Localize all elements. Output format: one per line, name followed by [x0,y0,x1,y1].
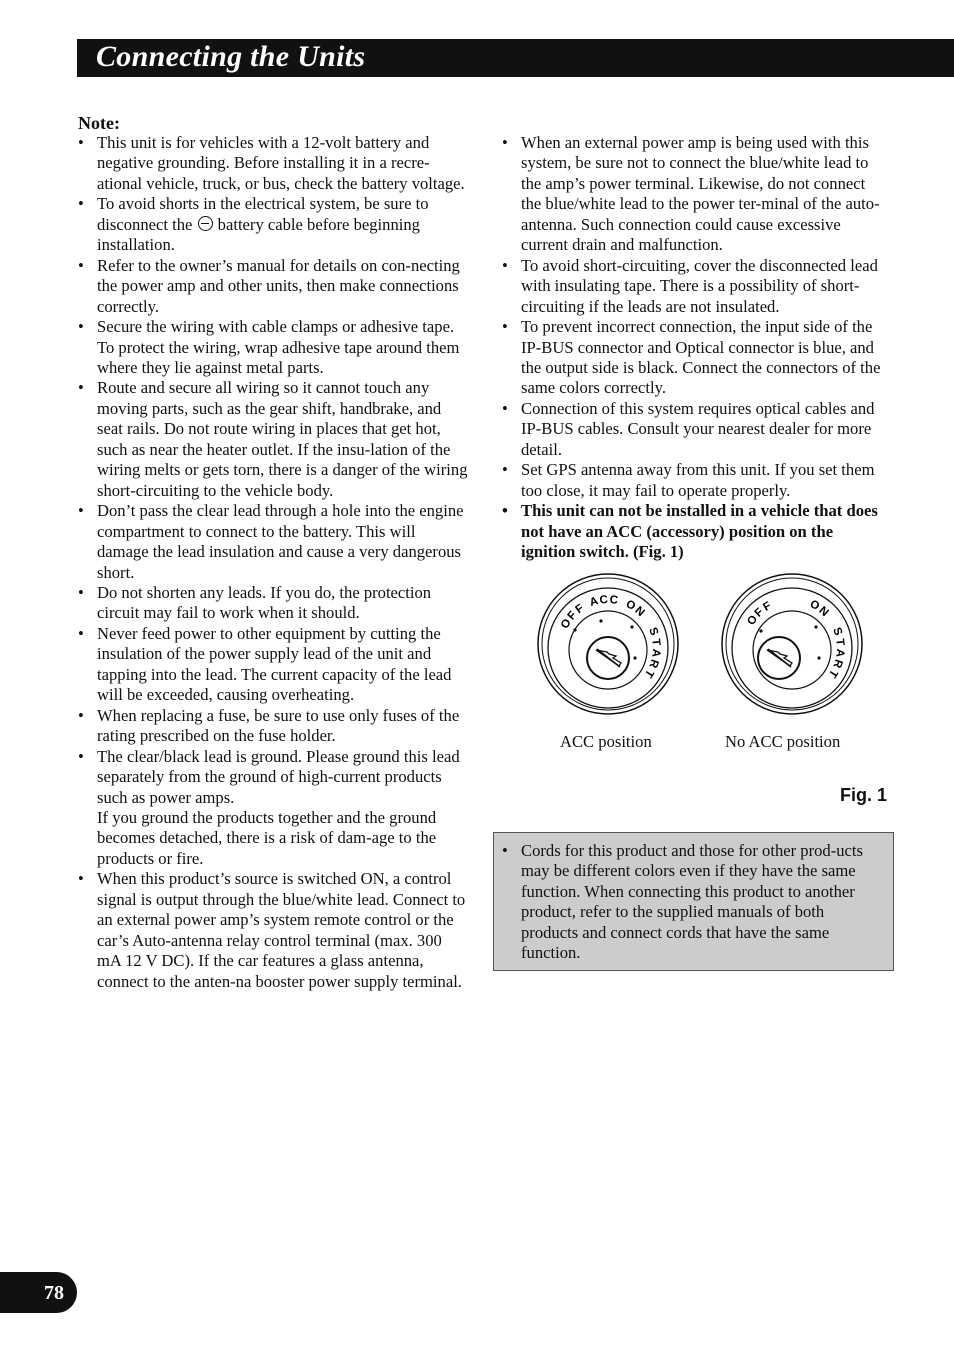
svg-text:N: N [816,604,831,620]
list-item: • To prevent incorrect connection, the input side of the IP-BUS connector and Optical connector is blue, and the output side is black. Connect the connectors of the same colors correctly. [502,317,888,399]
list-item: • Don’t pass the clear lead through a hole into the engine compartment to connect to the battery. This will damage the lead insulation and cause a very dangerous short. [78,501,468,583]
svg-text:T: T [833,637,846,647]
svg-text:C: C [608,593,619,607]
svg-text:O: O [623,598,638,614]
ignition-switches-svg [535,572,895,732]
list-item-text: The clear/black lead is ground. Please ground this lead separately from the ground of high-current products such as power amps. [97,746,460,807]
list-item: • When this product’s source is switched ON, a control signal is output through the blue/white lead. Connect to an external power amp’s system remote control or the car’s Auto-antenna relay control terminal (max. 300 mA 12 V DC). If the car features a glass antenna, connect to the anten-na booster power supply terminal. [78,869,468,992]
list-item-continuation: If you ground the products together and the ground becomes detached, there is a risk of dam-age to the products or fire. [97,807,437,868]
list-item: • Route and secure all wiring so it cannot touch any moving parts, such as the gear shift, handbrake, and seat rails. Do not route wiring in places that get hot, such as near the heater outlet. If the insu-lation of the wiring melts or gets torn, there is a danger of the wiring short-circuiting to the vehicle body. [78,378,468,501]
svg-text:F: F [573,602,587,617]
page-title: Connecting the Units [96,40,366,73]
svg-text:T: T [649,637,662,647]
list-item: • Refer to the owner’s manual for details on con-necting the power amp and other units, then make connections correctly. [78,256,468,317]
svg-text:O: O [807,598,822,614]
svg-text:R: R [646,657,661,670]
svg-text:A: A [588,595,600,610]
figure-caption-no-acc: No ACC position [725,732,841,751]
list-item: • Do not shorten any leads. If you do, the protection circuit may fail to work when it should. [78,583,468,624]
list-item: • When an external power amp is being used with this system, be sure not to connect the blue/white lead to the amp’s power terminal. Likewise, do not connect the blue/white lead to the power ter-minal of the auto-antenna. Such connection could cause excessive current drain and malfunction. [502,133,888,256]
page-number: 78 [44,1282,64,1304]
list-item-text: To avoid shorts in the electrical system, be sure to disconnect the [97,194,429,234]
svg-text:T: T [825,667,840,680]
figure-label: Fig. 1 [840,785,888,805]
right-column [502,133,888,563]
note-heading: Note: [78,113,120,133]
svg-text:F: F [761,599,774,614]
ignition-switch-figure [535,572,895,762]
page-number-tab [0,1272,77,1313]
list-item: • This unit is for vehicles with a 12-volt battery and negative grounding. Before installing it in a recre-ational vehicle, truck, or bus, check the battery voltage. [78,133,468,194]
figure-caption-acc: ACC position [560,732,652,751]
list-item: • To avoid short-circuiting, cover the disconnected lead with insulating tape. There is a possibility of short-circuiting if the leads are not insulated. [502,256,888,317]
svg-text:O: O [745,613,761,628]
list-item: • Cords for this product and those for other prod-ucts may be different colors even if they have the same function. When connecting this product to another product, refer to the supplied manuals of both products and connect cords that have the same function. [502,841,885,964]
list-item: • Never feed power to other equipment by cutting the insulation of the power supply lead of the unit and tapping into the lead. The current capacity of the lead will be exceeded, causing overheating. [78,624,468,706]
list-item: • When replacing a fuse, be sure to use only fuses of the rating prescribed on the fuse holder. [78,706,468,747]
list-item [78,747,468,870]
svg-text:S: S [646,625,661,638]
svg-text:T: T [641,667,656,680]
note-box-list [502,841,885,964]
svg-text:R: R [830,657,845,670]
right-bullet-list [502,133,888,563]
list-item [78,194,468,255]
left-bullet-list [78,133,468,992]
svg-text:N: N [632,604,647,620]
list-item-text: battery cable before beginning installation. [97,214,420,255]
minus-terminal-icon [198,216,213,231]
note-box [493,832,894,971]
svg-text:A: A [649,648,663,658]
svg-text:A: A [833,648,847,658]
svg-text:C: C [599,593,609,607]
list-item-warning: • This unit can not be installed in a vehicle that does not have an ACC (accessory) position on the ignition switch. (Fig. 1) [502,501,888,562]
list-item: • Secure the wiring with cable clamps or adhesive tape. To protect the wiring, wrap adhesive tape around them where they lie against metal parts. [78,317,468,378]
svg-text:F: F [565,609,580,623]
svg-text:O: O [558,617,574,631]
list-item: • Set GPS antenna away from this unit. If you set them too close, it may fail to operate properly. [502,460,888,501]
svg-text:S: S [830,625,845,638]
list-item: • Connection of this system requires optical cables and IP-BUS cables. Consult your nearest dealer for more detail. [502,399,888,460]
left-column [78,113,468,992]
svg-text:F: F [752,606,766,620]
header-bar [77,39,954,77]
